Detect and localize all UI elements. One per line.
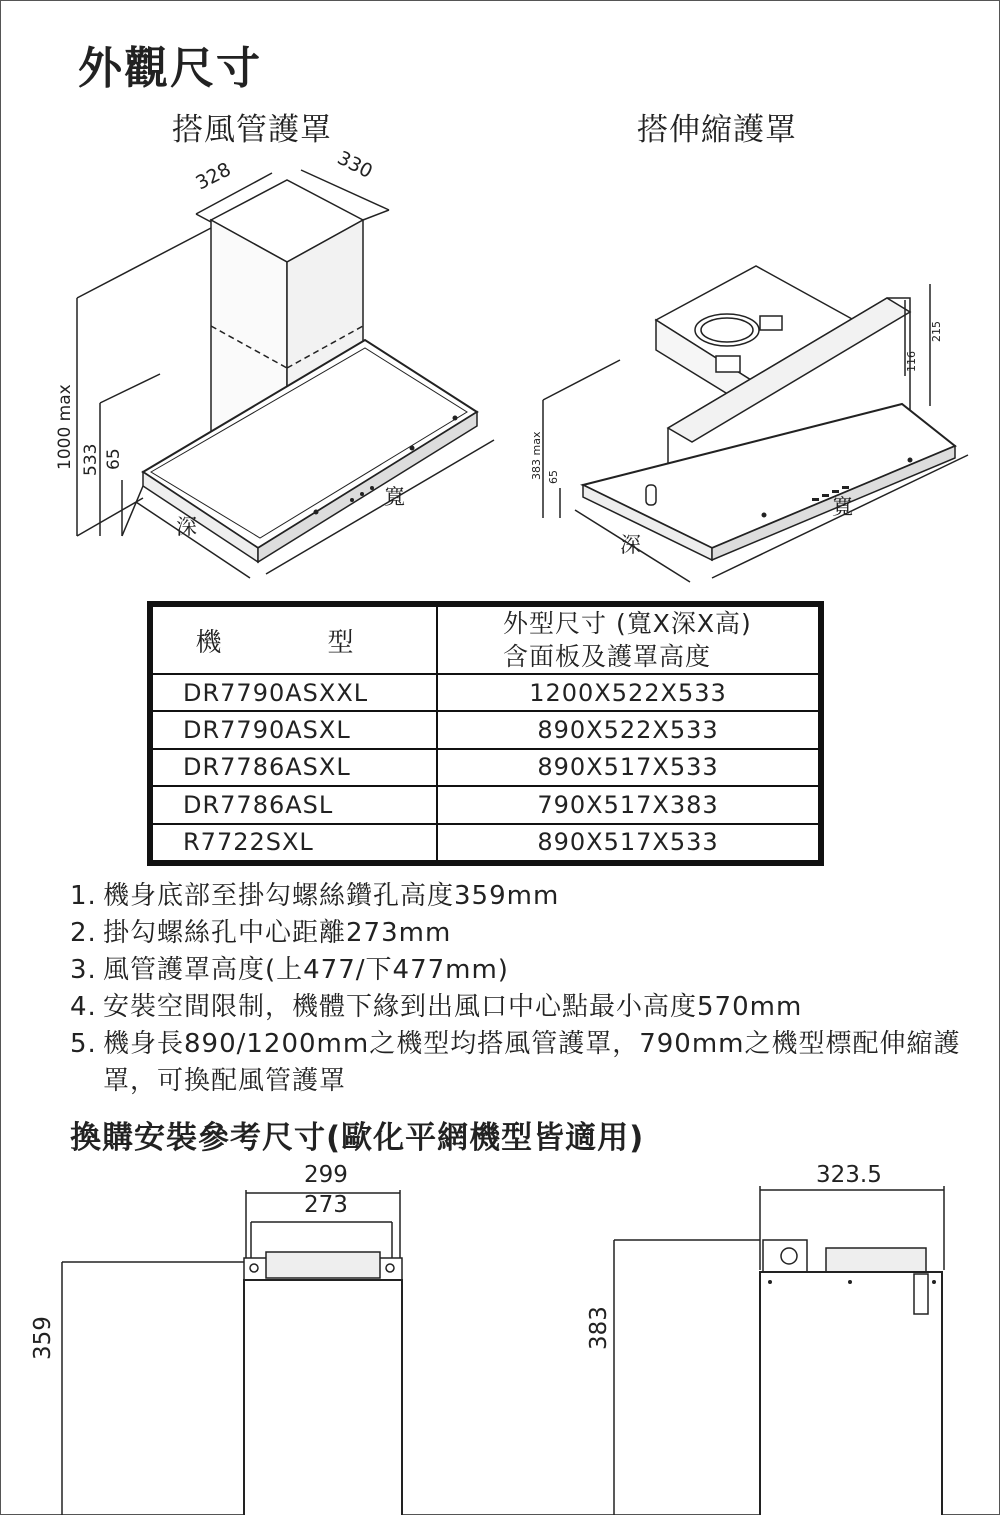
note-text: 機身底部至掛勾螺絲鑽孔高度359mm [103, 881, 560, 911]
note-text: 機身長890/1200mm之機型均搭風管護罩，790mm之機型標配伸縮護罩，可換配風管護罩 [103, 1029, 961, 1096]
dim-front-height: 359 [30, 1316, 56, 1360]
list-item [70, 1026, 970, 1100]
note-number: 2. [70, 918, 97, 948]
dims-cell: 890X522X533 [437, 711, 819, 748]
dim-top-width: 328 [192, 158, 235, 195]
dim-panel-height: 65 [104, 448, 124, 470]
list-item [70, 989, 970, 1026]
model-cell: DR7786ASL [152, 786, 437, 823]
label-width-right: 寬 [832, 495, 853, 519]
dim-side-height: 383 [586, 1306, 612, 1350]
table-row [152, 711, 819, 748]
table-row [152, 674, 819, 711]
dims-cell: 1200X522X533 [437, 674, 819, 711]
label-width: 寬 [384, 485, 405, 509]
dim-top-depth: 330 [333, 146, 377, 183]
model-cell: DR7790ASXXL [152, 674, 437, 711]
dim-front-outer-width: 299 [304, 1162, 348, 1188]
dim-height-max: 1000 max [55, 384, 75, 470]
header-dimensions-line2: 含面板及護罩高度 [503, 642, 712, 671]
model-cell: R7722SXL [152, 824, 437, 861]
note-number: 5. [70, 1029, 97, 1059]
note-text: 掛勾螺絲孔中心距離273mm [103, 918, 452, 948]
chimney-hood-drawing [77, 170, 494, 578]
dim-front-hole-distance: 273 [304, 1192, 348, 1218]
list-item [70, 915, 970, 952]
list-item [70, 878, 970, 915]
install-section-title: 換購安裝參考尺寸(歐化平網機型皆適用) [70, 1120, 645, 1156]
note-number: 1. [70, 881, 97, 911]
header-dimensions [437, 606, 819, 674]
notes-list [70, 878, 970, 1100]
spec-table [147, 601, 824, 866]
dim-height-max-right: 383 max [530, 431, 543, 480]
table-row [152, 824, 819, 861]
label-depth: 深 [176, 515, 197, 539]
dims-cell: 790X517X383 [437, 786, 819, 823]
note-number: 4. [70, 992, 97, 1022]
dims-cell: 890X517X533 [437, 824, 819, 861]
chimney-hood-title: 搭風管護罩 [172, 112, 332, 148]
label-depth-right: 深 [620, 533, 641, 557]
dim-side-depth: 323.5 [816, 1162, 882, 1188]
note-text: 風管護罩高度(上477/下477mm) [103, 955, 509, 985]
model-cell: DR7786ASXL [152, 749, 437, 786]
model-cell: DR7790ASXL [152, 711, 437, 748]
dims-cell: 890X517X533 [437, 749, 819, 786]
dim-panel-height-right: 65 [547, 470, 560, 484]
note-number: 3. [70, 955, 97, 985]
header-model: 機 型 [152, 606, 437, 674]
telescopic-hood-title: 搭伸縮護罩 [637, 112, 797, 148]
page-title: 外觀尺寸 [78, 43, 262, 94]
dim-total-height: 215 [930, 321, 943, 342]
note-text: 安裝空間限制，機體下緣到出風口中心點最小高度570mm [103, 992, 803, 1022]
dim-box-height: 116 [905, 351, 918, 372]
telescopic-hood-drawing [543, 266, 968, 582]
header-dimensions-line1: 外型尺寸 (寬X深X高) [503, 609, 752, 638]
dimension-diagrams-top [0, 0, 1000, 600]
table-row [152, 786, 819, 823]
dim-body-height: 533 [81, 443, 101, 476]
list-item [70, 952, 970, 989]
table-row [152, 749, 819, 786]
